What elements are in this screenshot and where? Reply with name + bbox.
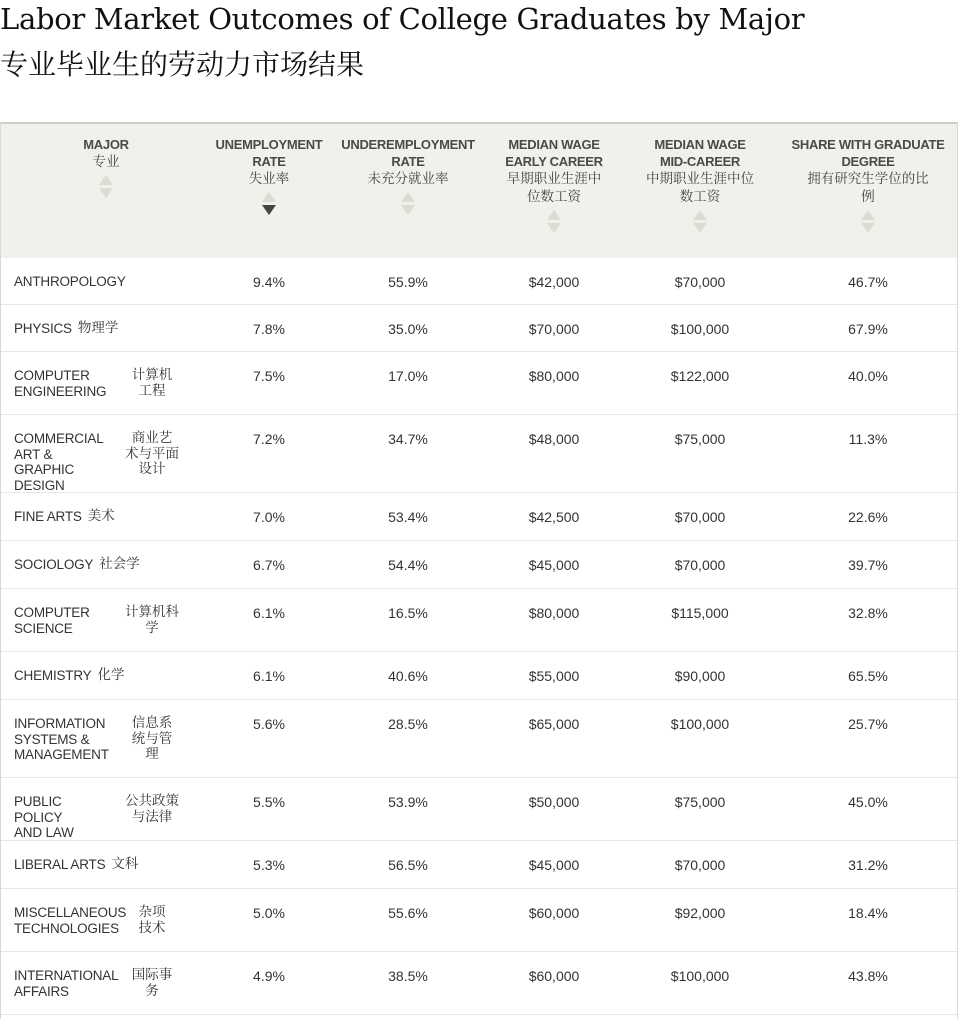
major-name: FINE ARTS bbox=[14, 509, 82, 524]
column-header-grad-degree-share[interactable] bbox=[788, 136, 948, 233]
sort-descending-icon[interactable] bbox=[401, 205, 415, 215]
table-row bbox=[1, 589, 957, 652]
unemployment-rate-cell: 6.1% bbox=[253, 668, 285, 684]
major-name-zh: 文科 bbox=[111, 856, 139, 872]
median-wage-early-cell: $65,000 bbox=[528, 716, 580, 732]
major-cell bbox=[14, 557, 140, 573]
median-wage-mid-cell: $70,000 bbox=[674, 557, 726, 573]
grad-degree-share-cell: 43.8% bbox=[848, 968, 888, 984]
major-cell bbox=[14, 905, 180, 936]
major-name: ANTHROPOLOGY bbox=[14, 274, 126, 289]
sort-ascending-icon[interactable] bbox=[99, 175, 113, 185]
table-row bbox=[1, 700, 957, 778]
major-name-zh: 计算机 工程 bbox=[131, 367, 173, 399]
unemployment-rate-cell: 7.8% bbox=[253, 321, 285, 337]
major-cell bbox=[14, 431, 180, 493]
sort-descending-icon[interactable] bbox=[547, 223, 561, 233]
column-header-label: MAJOR bbox=[83, 137, 129, 152]
major-cell bbox=[14, 794, 180, 841]
unemployment-rate-cell: 6.1% bbox=[253, 605, 285, 621]
table-row bbox=[1, 493, 957, 541]
major-name: MISCELLANEOUS TECHNOLOGIES bbox=[14, 905, 127, 936]
major-name-zh: 社会学 bbox=[99, 556, 140, 572]
column-header-label-zh: 拥有研究生学位的比 例 bbox=[807, 171, 929, 205]
median-wage-early-cell: $55,000 bbox=[528, 668, 580, 684]
median-wage-mid-cell: $75,000 bbox=[674, 794, 726, 810]
median-wage-early-cell: $60,000 bbox=[528, 968, 580, 984]
page-title: Labor Market Outcomes of College Graduates by Major bbox=[0, 2, 805, 36]
median-wage-mid-cell: $90,000 bbox=[674, 668, 726, 684]
median-wage-mid-cell: $70,000 bbox=[674, 274, 726, 290]
grad-degree-share-cell: 11.3% bbox=[848, 431, 888, 447]
major-cell bbox=[14, 605, 180, 636]
median-wage-early-cell: $48,000 bbox=[528, 431, 580, 447]
unemployment-rate-cell: 7.0% bbox=[253, 509, 285, 525]
sort-ascending-icon[interactable] bbox=[547, 210, 561, 220]
column-header-label: UNEMPLOYMENT RATE bbox=[215, 137, 323, 169]
major-name: PHYSICS bbox=[14, 321, 72, 336]
unemployment-rate-cell: 5.5% bbox=[253, 794, 285, 810]
underemployment-rate-cell: 28.5% bbox=[388, 716, 428, 732]
table-row bbox=[1, 652, 957, 700]
grad-degree-share-cell: 18.4% bbox=[848, 905, 888, 921]
column-header-major[interactable] bbox=[41, 136, 171, 198]
table-row bbox=[1, 258, 957, 305]
column-header-label: UNDEREMPLOYMENT RATE bbox=[341, 137, 475, 169]
median-wage-mid-cell: $70,000 bbox=[674, 509, 726, 525]
column-header-label: SHARE WITH GRADUATE DEGREE bbox=[791, 137, 945, 169]
sort-descending-icon[interactable] bbox=[262, 205, 276, 215]
major-name-zh: 商业艺 术与平面 设计 bbox=[125, 430, 179, 477]
column-header-label-zh: 早期职业生涯中 位数工资 bbox=[506, 171, 602, 205]
unemployment-rate-cell: 7.2% bbox=[253, 431, 285, 447]
major-name-zh: 国际事 务 bbox=[131, 967, 173, 999]
major-name: INTERNATIONAL AFFAIRS bbox=[14, 968, 119, 999]
sort-descending-icon[interactable] bbox=[861, 223, 875, 233]
grad-degree-share-cell: 67.9% bbox=[848, 321, 888, 337]
median-wage-early-cell: $45,000 bbox=[528, 557, 580, 573]
table-row bbox=[1, 352, 957, 415]
median-wage-early-cell: $42,500 bbox=[528, 509, 580, 525]
underemployment-rate-cell: 56.5% bbox=[388, 857, 428, 873]
underemployment-rate-cell: 55.9% bbox=[388, 274, 428, 290]
column-header-median-wage-early[interactable] bbox=[494, 136, 614, 233]
unemployment-rate-cell: 7.5% bbox=[253, 368, 285, 384]
table-row bbox=[1, 305, 957, 352]
major-name: INFORMATION SYSTEMS & MANAGEMENT bbox=[14, 716, 109, 762]
sort-ascending-icon[interactable] bbox=[693, 210, 707, 220]
major-name: COMPUTER ENGINEERING bbox=[14, 368, 107, 399]
grad-degree-share-cell: 39.7% bbox=[848, 557, 888, 573]
table-row bbox=[1, 841, 957, 889]
major-cell bbox=[14, 274, 126, 290]
major-name-zh: 公共政策 与法律 bbox=[125, 793, 179, 825]
major-name-zh: 计算机科 学 bbox=[125, 604, 179, 636]
grad-degree-share-cell: 32.8% bbox=[848, 605, 888, 621]
column-header-label-zh: 中期职业生涯中位 数工资 bbox=[646, 171, 754, 205]
unemployment-rate-cell: 6.7% bbox=[253, 557, 285, 573]
major-name: PUBLIC POLICY AND LAW bbox=[14, 794, 74, 840]
underemployment-rate-cell: 54.4% bbox=[388, 557, 428, 573]
sort-ascending-icon[interactable] bbox=[401, 192, 415, 202]
column-header-median-wage-mid[interactable] bbox=[635, 136, 765, 233]
unemployment-rate-cell: 5.6% bbox=[253, 716, 285, 732]
major-name: SOCIOLOGY bbox=[14, 557, 94, 572]
median-wage-mid-cell: $75,000 bbox=[674, 431, 726, 447]
median-wage-early-cell: $80,000 bbox=[528, 605, 580, 621]
sort-control[interactable] bbox=[41, 175, 171, 198]
major-cell bbox=[14, 368, 180, 399]
underemployment-rate-cell: 40.6% bbox=[388, 668, 428, 684]
major-cell bbox=[14, 968, 180, 999]
unemployment-rate-cell: 4.9% bbox=[253, 968, 285, 984]
column-header-underemployment-rate[interactable] bbox=[338, 136, 478, 215]
major-name-zh: 美术 bbox=[87, 508, 115, 524]
column-header-label-zh: 失业率 bbox=[248, 171, 290, 187]
major-cell bbox=[14, 857, 138, 873]
median-wage-mid-cell: $100,000 bbox=[670, 716, 730, 732]
median-wage-early-cell: $60,000 bbox=[528, 905, 580, 921]
column-header-label-zh: 专业 bbox=[92, 154, 120, 170]
outcomes-table bbox=[0, 122, 958, 1019]
major-name: COMPUTER SCIENCE bbox=[14, 605, 90, 636]
underemployment-rate-cell: 38.5% bbox=[388, 968, 428, 984]
column-header-label: MEDIAN WAGE MID-CAREER bbox=[654, 137, 746, 169]
underemployment-rate-cell: 53.9% bbox=[388, 794, 428, 810]
major-cell bbox=[14, 509, 115, 525]
table-header bbox=[1, 122, 957, 258]
unemployment-rate-cell: 5.3% bbox=[253, 857, 285, 873]
median-wage-mid-cell: $122,000 bbox=[670, 368, 730, 384]
major-name-zh: 化学 bbox=[97, 667, 125, 683]
grad-degree-share-cell: 45.0% bbox=[848, 794, 888, 810]
table-body bbox=[1, 258, 957, 1015]
median-wage-early-cell: $50,000 bbox=[528, 794, 580, 810]
table-row bbox=[1, 541, 957, 589]
grad-degree-share-cell: 22.6% bbox=[848, 509, 888, 525]
column-header-label-zh: 未充分就业率 bbox=[367, 171, 449, 187]
underemployment-rate-cell: 53.4% bbox=[388, 509, 428, 525]
major-name: LIBERAL ARTS bbox=[14, 857, 106, 872]
unemployment-rate-cell: 5.0% bbox=[253, 905, 285, 921]
sort-descending-icon[interactable] bbox=[99, 188, 113, 198]
underemployment-rate-cell: 34.7% bbox=[388, 431, 428, 447]
median-wage-mid-cell: $115,000 bbox=[671, 605, 729, 621]
sort-control[interactable] bbox=[338, 192, 478, 215]
major-name-zh: 信息系 统与管 理 bbox=[131, 715, 173, 762]
column-header-label: MEDIAN WAGE EARLY CAREER bbox=[505, 137, 603, 169]
underemployment-rate-cell: 17.0% bbox=[388, 368, 428, 384]
sort-control[interactable] bbox=[209, 192, 329, 215]
grad-degree-share-cell: 65.5% bbox=[848, 668, 888, 684]
major-name: COMMERCIAL ART & GRAPHIC DESIGN bbox=[14, 431, 104, 493]
underemployment-rate-cell: 35.0% bbox=[388, 321, 428, 337]
grad-degree-share-cell: 40.0% bbox=[848, 368, 888, 384]
major-cell bbox=[14, 668, 124, 684]
page-subtitle-zh: 专业毕业生的劳动力市场结果 bbox=[0, 48, 365, 81]
sort-control[interactable] bbox=[788, 210, 948, 233]
median-wage-mid-cell: $100,000 bbox=[670, 968, 730, 984]
major-cell bbox=[14, 321, 118, 337]
sort-ascending-icon[interactable] bbox=[861, 210, 875, 220]
column-header-unemployment-rate[interactable] bbox=[209, 136, 329, 215]
median-wage-early-cell: $45,000 bbox=[528, 857, 580, 873]
sort-control[interactable] bbox=[494, 210, 614, 233]
table-row bbox=[1, 415, 957, 493]
major-cell bbox=[14, 716, 180, 763]
major-name: CHEMISTRY bbox=[14, 668, 92, 683]
grad-degree-share-cell: 46.7% bbox=[848, 274, 888, 290]
major-name-zh: 杂项 技术 bbox=[138, 904, 166, 936]
median-wage-mid-cell: $100,000 bbox=[670, 321, 730, 337]
sort-ascending-icon[interactable] bbox=[262, 192, 276, 202]
underemployment-rate-cell: 55.6% bbox=[388, 905, 428, 921]
grad-degree-share-cell: 25.7% bbox=[848, 716, 888, 732]
median-wage-mid-cell: $70,000 bbox=[674, 857, 726, 873]
sort-descending-icon[interactable] bbox=[693, 223, 707, 233]
unemployment-rate-cell: 9.4% bbox=[253, 274, 285, 290]
major-name-zh: 物理学 bbox=[77, 320, 119, 336]
grad-degree-share-cell: 31.2% bbox=[848, 857, 888, 873]
median-wage-mid-cell: $92,000 bbox=[674, 905, 726, 921]
underemployment-rate-cell: 16.5% bbox=[388, 605, 428, 621]
median-wage-early-cell: $70,000 bbox=[528, 321, 580, 337]
table-row bbox=[1, 952, 957, 1015]
sort-control[interactable] bbox=[635, 210, 765, 233]
median-wage-early-cell: $80,000 bbox=[528, 368, 580, 384]
median-wage-early-cell: $42,000 bbox=[528, 274, 580, 290]
table-row bbox=[1, 778, 957, 841]
table-row bbox=[1, 889, 957, 952]
